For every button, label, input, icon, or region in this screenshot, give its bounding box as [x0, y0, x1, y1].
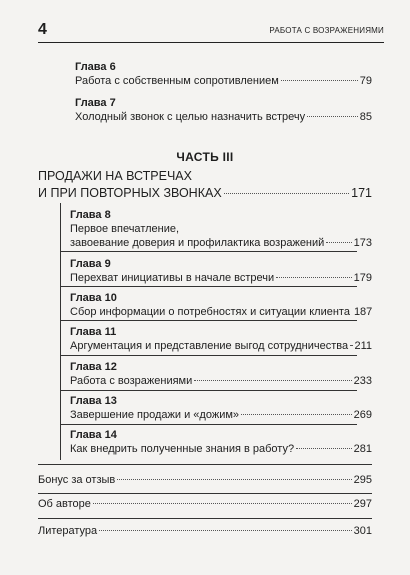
- page-ref: 211: [354, 340, 372, 352]
- toc-chapter-11: [70, 325, 372, 353]
- chapter-title: Холодный звонок с целью назначить встречу: [75, 111, 306, 123]
- entry-title: Бонус за отзыв: [38, 474, 116, 486]
- toc-chapter-10: [70, 291, 372, 319]
- divider: [61, 355, 357, 356]
- chapter-title: Как внедрить полученные знания в работу?: [70, 443, 295, 455]
- dot-leader: [281, 80, 358, 81]
- divider: [61, 390, 357, 391]
- chapter-label: Глава 7: [75, 97, 116, 109]
- chapter-label: Глава 10: [70, 292, 117, 304]
- toc-chapter-6: [75, 60, 372, 88]
- chapter-title: Завершение продажи и «дожим»: [70, 409, 240, 421]
- page-ref: 301: [353, 525, 372, 537]
- chapter-label: Глава 14: [70, 429, 117, 441]
- toc-chapter-9: [70, 257, 372, 285]
- toc-chapter-12: [70, 360, 372, 388]
- toc-about-author: [38, 497, 372, 511]
- chapter-label: Глава 6: [75, 61, 116, 73]
- toc-line: [70, 442, 372, 456]
- divider: [61, 286, 357, 287]
- dot-leader: [93, 503, 352, 504]
- dot-leader: [194, 380, 351, 381]
- divider: [38, 518, 372, 519]
- chapter-label: Глава 12: [70, 361, 117, 373]
- page-ref: 281: [353, 443, 372, 455]
- toc-chapter-14: [70, 428, 372, 456]
- chapter-title: Работа с собственным сопротивлением: [75, 75, 279, 87]
- dot-leader: [241, 414, 352, 415]
- page-ref: 297: [353, 498, 372, 510]
- chapter-label: Глава 9: [70, 258, 111, 270]
- page-ref: 79: [359, 75, 372, 87]
- toc-line: [70, 271, 372, 285]
- page-ref: 187: [353, 306, 373, 318]
- part-title: [38, 168, 372, 202]
- dot-leader: [350, 345, 352, 346]
- page-ref: 233: [353, 375, 372, 387]
- chapter-title: Работа с возражениями: [70, 375, 193, 387]
- running-head: РАБОТА С ВОЗРАЖЕНИЯМИ: [269, 26, 384, 35]
- toc-line: [38, 473, 372, 487]
- chapter-title: Сбор информации о потребностях и ситуации клиента: [70, 306, 350, 318]
- toc-chapter-13: [70, 394, 372, 422]
- toc-line: [70, 339, 372, 353]
- divider: [61, 320, 357, 321]
- page-number: 4: [38, 21, 47, 38]
- toc-line: [38, 497, 372, 511]
- part-heading: ЧАСТЬ III: [176, 150, 234, 164]
- toc-chapter-7: [75, 96, 372, 124]
- dot-leader: [326, 242, 351, 243]
- chapter-label: Глава 13: [70, 395, 117, 407]
- toc-line: [75, 74, 372, 88]
- dot-leader: [224, 193, 349, 194]
- dot-leader: [276, 277, 351, 278]
- page-ref: 171: [351, 186, 372, 200]
- toc-line: [70, 305, 372, 319]
- part-title-text: И ПРИ ПОВТОРНЫХ ЗВОНКАХ: [38, 186, 222, 200]
- toc-literature: [38, 524, 372, 538]
- page-ref: 173: [353, 237, 372, 249]
- dot-leader: [307, 116, 358, 117]
- page-ref: 295: [353, 474, 372, 486]
- toc-line: [70, 408, 372, 422]
- toc-bonus: [38, 473, 372, 487]
- chapter-title: Перехват инициативы в начале встречи: [70, 272, 275, 284]
- divider: [61, 251, 357, 252]
- entry-title: Об авторе: [38, 498, 91, 510]
- dot-leader: [296, 448, 352, 449]
- divider: [38, 464, 372, 465]
- chapter-title: завоевание доверия и профилактика возражений: [70, 237, 325, 249]
- divider: [61, 424, 357, 425]
- part-title-line-1: ПРОДАЖИ НА ВСТРЕЧАХ: [38, 169, 192, 183]
- entry-title: Литература: [38, 525, 98, 537]
- toc-line: [70, 236, 372, 250]
- page-header: [38, 21, 384, 43]
- toc-line: [38, 524, 372, 538]
- dot-leader: [117, 479, 351, 480]
- chapter-label: Глава 8: [70, 209, 111, 221]
- chapter-title-line-1: Первое впечатление,: [70, 223, 180, 235]
- toc-chapter-8: [70, 208, 372, 250]
- divider: [38, 493, 372, 494]
- page-ref: 85: [359, 111, 372, 123]
- toc-line: [75, 110, 372, 124]
- page-ref: 269: [353, 409, 372, 421]
- page-ref: 179: [353, 272, 372, 284]
- dot-leader: [99, 530, 351, 531]
- toc-line: [70, 374, 372, 388]
- chapter-label: Глава 11: [70, 326, 117, 338]
- part-title-line-2: [38, 185, 372, 202]
- chapter-title: Аргументация и представление выгод сотрудничества: [70, 340, 349, 352]
